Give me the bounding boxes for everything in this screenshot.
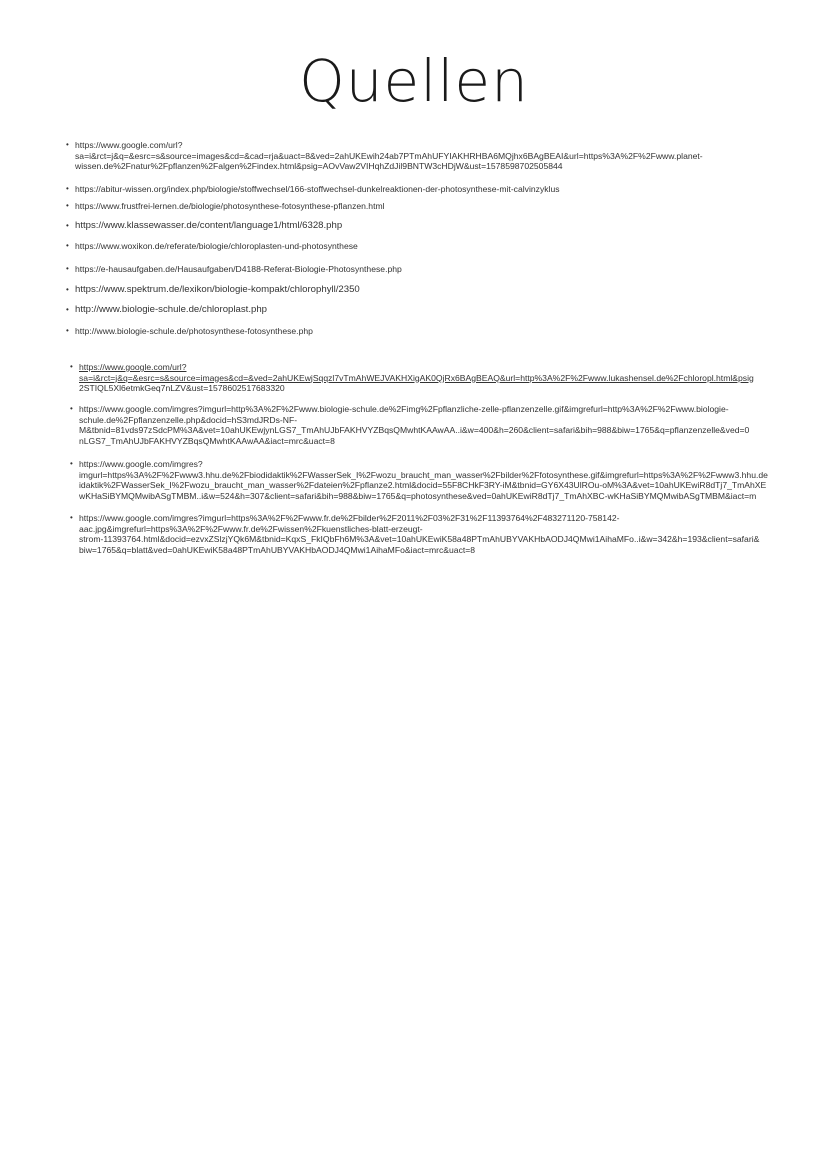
source-url-line[interactable]: https://www.spektrum.de/lexikon/biologie-kompakt/chlorophyll/2350	[75, 284, 360, 295]
source-item	[70, 459, 790, 501]
source-item	[66, 304, 790, 315]
page-title: Quellen	[299, 47, 529, 115]
bullet-icon: •	[70, 513, 73, 522]
source-url-line[interactable]: aac.jpg&imgrefurl=https%3A%2F%2Fwww.fr.de%2Fwissen%2Fkuenstliches-blatt-erzeugt-	[79, 523, 423, 534]
bullet-icon: •	[66, 305, 69, 314]
source-url-line[interactable]: https://abitur-wissen.org/index.php/biologie/stoffwechsel/166-stoffwechsel-dunkelreaktionen-der-photosynthese-mit-calvinzyklus	[75, 184, 560, 194]
source-url-line[interactable]: https://www.klassewasser.de/content/language1/html/6328.php	[75, 220, 343, 231]
source-item	[70, 404, 790, 446]
bullet-icon: •	[66, 264, 69, 273]
source-item	[70, 513, 790, 555]
source-url-line[interactable]: http://www.biologie-schule.de/photosynthese-fotosynthese.php	[75, 326, 313, 336]
source-url-line[interactable]: https://e-hausaufgaben.de/Hausaufgaben/D4188-Referat-Biologie-Photosynthese.php	[75, 264, 402, 274]
source-item	[66, 264, 790, 275]
source-item	[66, 326, 790, 337]
source-url-line[interactable]: https://www.google.com/imgres?imgurl=https%3A%2F%2Fwww.fr.de%2Fbilder%2F2011%2F03%2F31%2F11393764%2F483271120-758142-	[79, 513, 620, 523]
bullet-icon: •	[70, 404, 73, 413]
bullet-icon: •	[66, 241, 69, 250]
source-url-line[interactable]: 2STIQL5Xl6etmkGeq7nLZV&ust=1578602517683320	[79, 383, 285, 394]
source-item	[66, 184, 790, 195]
bullet-icon: •	[66, 184, 69, 193]
source-item	[66, 201, 790, 212]
source-url-line[interactable]: sa=i&rct=j&q=&esrc=s&source=images&cd=&cad=rja&uact=8&ved=2ahUKEwih24ab7PTmAhUFYIAKHRHBA6MQjhx6BAgBEAI&url=https%3A%2F%2Fwww.planet-	[75, 150, 703, 161]
source-url-line[interactable]: sa=i&rct=j&q=&esrc=s&source=images&cd=&ved=2ahUKEwjSqqzl7vTmAhWEJVAKHXigAK0QjRx6BAgBEAQ&url=http%3A%2F%2Fwww.lukashensel.de%2Fchloropl.html&psig	[79, 372, 754, 383]
source-item	[66, 241, 790, 252]
source-url-line[interactable]: https://www.google.com/url?	[79, 362, 187, 372]
source-url-line[interactable]: M&tbnid=81vds97zSdcPM%3A&vet=10ahUKEwjynLGS7_TmAhUJbFAKHVYZBqsQMwhtKAAwAA..i&w=400&h=260&client=safari&bih=988&biw=1765&q=pflanzenzelle&ved=0	[79, 425, 750, 436]
source-url-line[interactable]: imgurl=https%3A%2F%2Fwww3.hhu.de%2Fbiodidaktik%2FWasserSek_I%2Fwozu_braucht_man_wasser%2Fbilder%2Ffotosynthese.gif&imgrefurl=https%3A%2F%2Fwww3.hhu.de	[79, 469, 768, 480]
source-item	[66, 140, 790, 172]
bullet-icon: •	[70, 362, 73, 371]
source-url-line[interactable]: wissen.de%2Fnatur%2Fpflanzen%2Falgen%2Findex.html&psig=AOvVaw2VIHqhZdJil9BNTW3cHDjW&ust=1578598702505844	[75, 161, 563, 172]
source-item	[66, 220, 790, 231]
source-url-line[interactable]: schule.de%2Fpflanzenzelle.php&docid=hS3mdJRDs-NF-	[79, 414, 298, 425]
source-url-line[interactable]: https://www.google.com/imgres?imgurl=http%3A%2F%2Fwww.biologie-schule.de%2Fimg%2Fpflanzliche-zelle-pflanzenzelle.gif&imgrefurl=http%3A%2F%2Fwww.biologie-	[79, 404, 729, 414]
source-url-line[interactable]: nLGS7_TmAhUJbFAKHVYZBqsQMwhtKAAwAA&iact=mrc&uact=8	[79, 435, 335, 446]
bullet-icon: •	[70, 459, 73, 468]
source-url-line[interactable]: idaktik%2FWasserSek_I%2Fwozu_braucht_man_wasser%2Fdateien%2Fpflanze2.html&docid=55F8CHkF3RY-iM&tbnid=GY6X43UlROu-oM%3A&vet=10ahUKEwiR8dTj7_TmAhXE	[79, 480, 767, 491]
bullet-icon: •	[66, 285, 69, 294]
source-item	[66, 284, 790, 295]
source-item	[70, 362, 790, 394]
source-url-line[interactable]: biw=1765&q=blatt&ved=0ahUKEwiK58a48PTmAhUBYVAKHbAODJ4QMwi1AihaMFo&iact=mrc&uact=8	[79, 544, 476, 555]
source-url-line[interactable]: http://www.biologie-schule.de/chloroplast.php	[75, 304, 267, 315]
source-url-line[interactable]: https://www.google.com/url?	[75, 140, 183, 150]
source-url-line[interactable]: https://www.frustfrei-lernen.de/biologie/photosynthese-fotosynthese-pflanzen.html	[75, 201, 385, 211]
bullet-icon: •	[66, 221, 69, 230]
source-url-line[interactable]: strom-11393764.html&docid=ezvxZSlzjYQk6M&tbnid=KqxS_FkIQbFh6M%3A&vet=10ahUKEwiK58a48PTmAhUBYVAKHbAODJ4QMwi1AihaMFo..i&w=342&h=193&client=safari&	[79, 534, 760, 545]
source-url-line[interactable]: wKHaSiBYMQMwibASgTMBM..i&w=524&h=307&client=safari&bih=988&biw=1765&q=photosynthese&ved=0ahUKEwiR8dTj7_TmAhXBC-wKHaSiBYMQMwibASgTMBM&iact=m	[79, 490, 757, 501]
source-url-line[interactable]: https://www.woxikon.de/referate/biologie/chloroplasten-und-photosynthese	[75, 241, 358, 251]
bullet-icon: •	[66, 201, 69, 210]
bullet-icon: •	[66, 140, 69, 149]
bullet-icon: •	[66, 326, 69, 335]
source-url-line[interactable]: https://www.google.com/imgres?	[79, 459, 203, 469]
